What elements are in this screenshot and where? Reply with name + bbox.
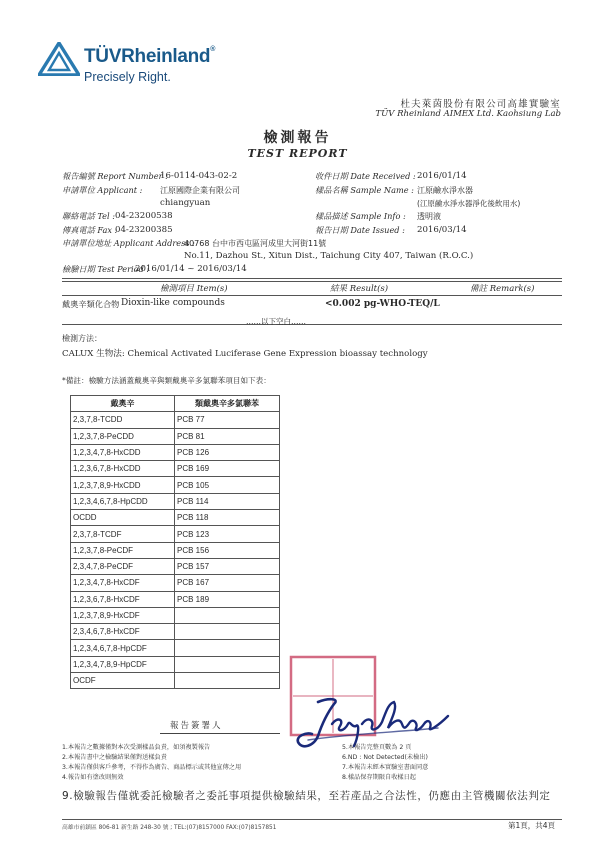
address-label: 申請單位地址 Applicant Address :: [62, 238, 195, 248]
pcb-cell: [175, 673, 280, 689]
col-result-header: 結果 Result(s): [330, 284, 389, 294]
table-row: [71, 493, 280, 509]
tel-label: 聯絡電話 Tel :: [62, 211, 116, 221]
table-row: [71, 656, 280, 672]
table-row: [71, 624, 280, 640]
note-6: 6.ND : Not Detected(未檢出): [342, 754, 428, 761]
col-remark-header: 備註 Remark(s): [470, 284, 535, 294]
method-remark: *備註：檢驗方法涵蓋戴奧辛與類戴奧辛多氯聯苯項目如下表：: [62, 376, 271, 385]
table-row: [71, 558, 280, 574]
table-header-row: [71, 396, 280, 412]
dioxin-cell: 1,2,3,4,6,7,8-HpCDD: [71, 493, 175, 509]
pcb-cell: PCB 156: [175, 542, 280, 558]
dioxin-cell: 1,2,3,6,7,8-HxCDD: [71, 461, 175, 477]
date-received-label: 收件日期 Date Received :: [315, 171, 416, 181]
dioxin-cell: 1,2,3,7,8,9-HxCDD: [71, 477, 175, 493]
results-bottom-rule: [62, 324, 562, 325]
table-row: [71, 428, 280, 444]
method-line: CALUX 生物法: Chemical Activated Luciferase Gene Expression bioassay technology: [62, 349, 428, 359]
report-number-label: 報告編號 Report Number :: [62, 171, 168, 181]
applicant-value: 江原國際企業有限公司: [160, 186, 240, 195]
sample-name-value-2: (江原鹼水淨水器淨化後飲用水): [417, 199, 521, 208]
pcb-cell: PCB 114: [175, 493, 280, 509]
note-2: 2.本報告書中之檢驗結果僅對送樣負責: [62, 754, 167, 761]
method-label: 檢測方法：: [62, 334, 102, 343]
footer-address: 高雄市前鎮區 806-81 新生路 248-30 號 ; TEL:(07)8157000 FAX:(07)8157851: [62, 825, 277, 831]
footer-rule: [62, 819, 562, 820]
dioxin-cell: 1,2,3,4,6,7,8-HpCDF: [71, 640, 175, 656]
dioxin-cell: 2,3,7,8-TCDD: [71, 412, 175, 428]
col-item-header: 檢測項目 Item(s): [160, 284, 228, 294]
dioxin-cell: 1,2,3,7,8-PeCDF: [71, 542, 175, 558]
pcb-cell: PCB 123: [175, 526, 280, 542]
applicant-value-en: chiangyuan: [160, 198, 211, 208]
dioxin-cell: 1,2,3,7,8-PeCDD: [71, 428, 175, 444]
table-row: [71, 640, 280, 656]
note-1: 1.本報告之數據僅對本次受測樣品負責，如須複製報告: [62, 744, 211, 751]
pcb-cell: PCB 77: [175, 412, 280, 428]
applicant-label: 申請單位 Applicant :: [62, 185, 143, 195]
dioxin-cell: 1,2,3,4,7,8-HxCDD: [71, 444, 175, 460]
result-value: <0.002 pg-WHO-TEQ/L: [325, 299, 440, 309]
report-title-en: TEST REPORT: [247, 147, 348, 160]
note-5: 5.本報告完整頁數為 2 頁: [342, 744, 412, 751]
lab-name-en: TÜV Rheinland AIMEX Ltd. Kaohsiung Lab: [375, 109, 561, 119]
pcb-cell: PCB 189: [175, 591, 280, 607]
page-number: 第1頁，共4頁: [507, 821, 555, 830]
note-7: 7.本報告未經本實驗室書面同意: [342, 764, 429, 771]
note-8: 8.樣品保存期限自收樣日起: [342, 774, 416, 781]
tel-value: 04-23200538: [115, 211, 173, 221]
dioxin-cell: 1,2,3,6,7,8-HxCDF: [71, 591, 175, 607]
note-9-legal-disclaimer: 9.檢驗報告僅就委託檢驗者之委託事項提供檢驗結果，至若產品之合法性，仍應由主管機關依法判定: [62, 790, 551, 802]
header-dioxin: 戴奧辛: [71, 396, 175, 412]
dioxin-cell: 1,2,3,4,7,8-HxCDF: [71, 575, 175, 591]
test-period-value: 2016/01/14 ~ 2016/03/14: [135, 264, 247, 274]
dioxin-cell: OCDF: [71, 673, 175, 689]
table-row: [71, 444, 280, 460]
note-3: 3.本報告僅供客戶參考，不得作為廣告、商品標示或其他宣傳之用: [62, 764, 242, 771]
table-row: [71, 510, 280, 526]
signer-underline: [160, 733, 280, 734]
pcb-cell: PCB 81: [175, 428, 280, 444]
dioxin-cell: 1,2,3,4,7,8,9-HpCDF: [71, 656, 175, 672]
fax-value: 04-23200385: [115, 225, 173, 235]
report-title-cn: 檢測報告: [263, 130, 332, 146]
sample-name-value: 江原鹼水淨水器: [417, 186, 473, 195]
pcb-cell: PCB 157: [175, 558, 280, 574]
table-row: [71, 607, 280, 623]
address-value-cn: 40768 台中市西屯區河成里大河街11號: [184, 239, 327, 248]
tuv-triangle-logo-icon: [38, 42, 80, 76]
note-4: 4.報告如有塗改則無效: [62, 774, 124, 781]
pcb-cell: PCB 169: [175, 461, 280, 477]
date-issued-value: 2016/03/14: [417, 225, 467, 235]
dioxin-compound-table: [70, 395, 280, 689]
results-header-rule: [62, 295, 562, 296]
dioxin-cell: 1,2,3,7,8,9-HxCDF: [71, 607, 175, 623]
result-item-en: Dioxin-like compounds: [121, 298, 225, 308]
pcb-cell: PCB 118: [175, 510, 280, 526]
pcb-cell: [175, 624, 280, 640]
test-period-label: 檢驗日期 Test Period :: [62, 264, 150, 274]
report-number-value: 16-0114-043-02-2: [160, 171, 238, 181]
sample-name-label: 樣品名稱 Sample Name :: [315, 185, 414, 195]
dioxin-cell: 2,3,4,7,8-PeCDF: [71, 558, 175, 574]
table-row: [71, 575, 280, 591]
dioxin-cell: 2,3,7,8-TCDF: [71, 526, 175, 542]
table-row: [71, 673, 280, 689]
table-row: [71, 542, 280, 558]
brand-name: TÜVRheinland®: [84, 46, 216, 67]
table-row: [71, 591, 280, 607]
table-row: [71, 412, 280, 428]
pcb-cell: [175, 656, 280, 672]
sample-info-value: 透明液: [417, 212, 441, 221]
signer-label: 報告簽署人: [170, 721, 223, 731]
table-row: [71, 477, 280, 493]
pcb-cell: [175, 640, 280, 656]
dioxin-cell: 2,3,4,6,7,8-HxCDF: [71, 624, 175, 640]
pcb-cell: PCB 167: [175, 575, 280, 591]
sample-info-label: 樣品描述 Sample Info :: [315, 211, 406, 221]
fax-label: 傳真電話 Fax :: [62, 225, 118, 235]
address-value-en: No.11, Dazhou St., Xitun Dist., Taichung City 407, Taiwan (R.O.C.): [184, 251, 474, 261]
header-pcb: 類戴奧辛多氯聯苯: [175, 396, 280, 412]
date-received-value: 2016/01/14: [417, 171, 467, 181]
end-of-results-mark: ……以下空白……: [246, 317, 306, 326]
result-item-cn: 戴奧辛類化合物: [62, 299, 120, 309]
pcb-cell: [175, 607, 280, 623]
brand-tagline: Precisely Right.: [84, 70, 171, 84]
table-row: [71, 526, 280, 542]
table-row: [71, 461, 280, 477]
pcb-cell: PCB 126: [175, 444, 280, 460]
date-issued-label: 報告日期 Date Issued :: [315, 225, 405, 235]
lab-name-cn: 杜夫萊茵股份有限公司高雄實驗室: [400, 99, 561, 110]
pcb-cell: PCB 105: [175, 477, 280, 493]
dioxin-cell: OCDD: [71, 510, 175, 526]
